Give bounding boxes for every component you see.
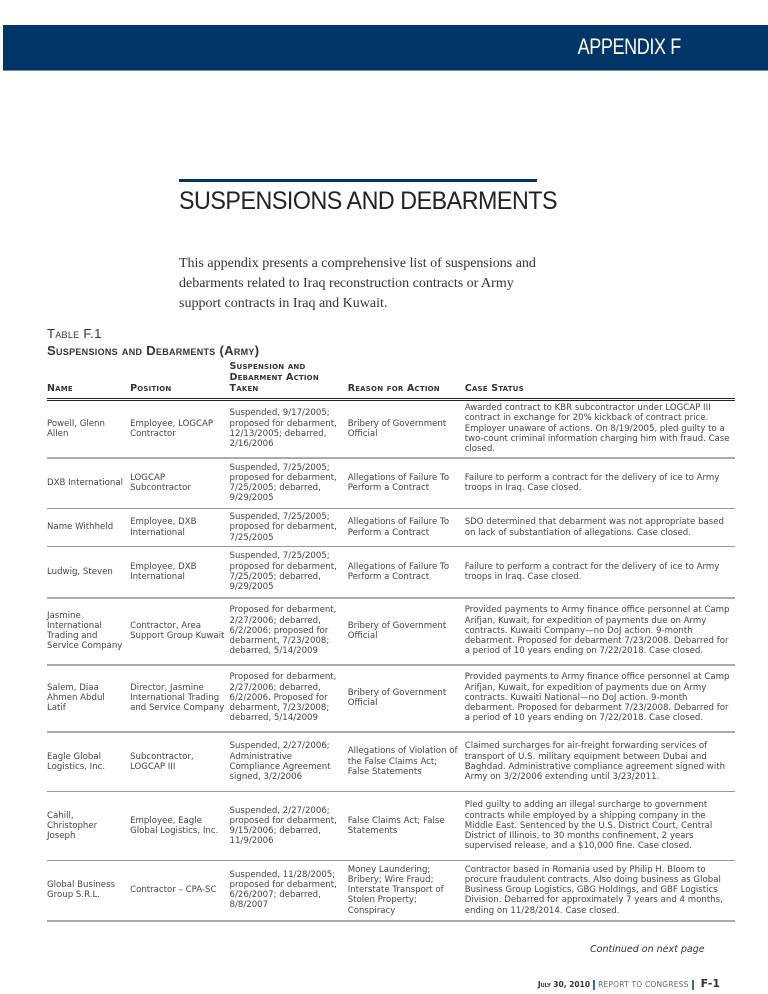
cell-name: Powell, Glenn Allen <box>47 418 105 439</box>
table-row <box>47 458 735 509</box>
cell-action: Suspended, 11/28/2005; proposed for debarment, 6/26/2007; debarred, 8/8/2007 <box>229 869 337 911</box>
cell-status: Failure to perform a contract for the delivery of ice to Army troops in Iraq. Case closed. <box>464 561 720 582</box>
cell-name: Jasmine International Trading and Service Company <box>47 610 123 652</box>
cell-position: Contractor, Area Support Group Kuwait <box>130 620 225 641</box>
column-header-position: Position <box>130 383 172 394</box>
cell-action: Suspended, 2/27/2006; Administrative Compliance Agreement signed, 3/2/2006 <box>229 741 331 782</box>
cell-action: Suspended, 7/25/2005; proposed for debarment, 7/25/2005 <box>229 512 337 543</box>
cell-status: Pled guilty to adding an illegal surcharge to government contracts while employed by a shipping company in the Middle East. Sentenced by the U.S. District Court, Central District of Illinois, to 30 months confinement, 2 years supervised release, and a $10,000 fine. Case closed. <box>464 800 713 852</box>
cell-name: Name Withheld <box>47 522 114 533</box>
cell-action: Proposed for debarment, 2/27/2006; debarred, 6/2/2006. Proposed for debarment, 7/23/2008; debarred, 5/14/2009 <box>229 672 337 724</box>
continued-note: Continued on next page <box>590 944 705 955</box>
column-header-name: Name <box>47 383 73 394</box>
cell-status: SDO determined that debarment was not appropriate based on lack of substantiation of allegations. Case closed. <box>464 517 725 538</box>
cell-position: Director, Jasmine International Trading and Service Company <box>130 682 225 714</box>
footer-date: July 30, 2010 <box>537 980 591 989</box>
cell-action: Suspended, 7/25/2005; proposed for debarment, 7/25/2005; debarred, 9/29/2005 <box>229 551 337 592</box>
footer-separator <box>692 980 694 990</box>
cell-reason: Bribery of Government Official <box>347 418 447 439</box>
table-row <box>47 665 735 732</box>
table-row <box>47 792 735 861</box>
cell-reason: Allegations of Failure To Perform a Contract <box>347 473 450 494</box>
cell-name: DXB International <box>47 478 123 489</box>
cell-status: Provided payments to Army finance office personnel at Camp Arifjan, Kuwait, for expedition of payments due on Army contracts. Kuwaiti National—no DoJ action. 9-month debarment. Proposed for debarment 7/23/2008. Debarred for a period of 10 years ending on 7/22/2018. Case closed. <box>464 672 730 724</box>
table-header-row <box>47 361 735 400</box>
cell-action: Suspended, 7/25/2005; proposed for debarment, 7/25/2005; debarred, 9/29/2005 <box>229 462 337 504</box>
appendix-banner <box>3 25 768 71</box>
cell-position: Employee, LOGCAP Contractor <box>130 418 214 439</box>
cell-reason: Money Laundering; Bribery; Wire Fraud; Interstate Transport of Stolen Property; Conspiracy <box>347 864 444 916</box>
cell-position: Subcontractor, LOGCAP III <box>130 751 194 772</box>
footer-report-title: REPORT TO CONGRESS <box>598 980 689 989</box>
cell-reason: Bribery of Government Official <box>347 687 447 708</box>
cell-reason: Allegations of Failure To Perform a Contract <box>347 517 450 538</box>
intro-paragraph: This appendix presents a comprehensive list of suspensions and debarments related to Iraq reconstruction contracts or Army support contracts in Iraq and Kuwait. <box>179 256 536 311</box>
cell-name: Ludwig, Steven <box>47 566 113 577</box>
cell-name: Salem, Diaa Ahmen Abdul Latif <box>47 682 105 714</box>
table-row <box>47 400 735 458</box>
cell-reason: Allegations of Failure To Perform a Contract <box>347 561 450 582</box>
table-row <box>47 509 735 547</box>
cell-status: Awarded contract to KBR subcontractor under LOGCAP III contract in exchange for 20% kickback of contract price. Employer unaware of actions. On 8/19/2005, pled guilty to a two-count criminal information charging him with fraud. Case closed. <box>464 403 730 455</box>
table-row <box>47 547 735 598</box>
cell-status: Provided payments to Army finance office personnel at Camp Arifjan, Kuwait, for expedition of payments due on Army contracts. Kuwaiti Company—no DoJ action. 9-month debarment. Proposed for debarment 7/23/2008. Debarred for a period of 10 years ending on 7/22/2018. Case closed. <box>464 605 730 657</box>
cell-position: LOGCAP Subcontractor <box>130 473 191 494</box>
cell-reason: False Claims Act; False Statements <box>347 815 445 836</box>
cell-action: Suspended, 2/27/2006; proposed for debarment, 9/15/2006; debarred, 11/9/2006 <box>229 805 337 847</box>
cell-position: Contractor – CPA-SC <box>130 885 217 896</box>
cell-name: Eagle Global Logistics, Inc. <box>47 751 106 772</box>
appendix-label: APPENDIX F <box>577 34 681 59</box>
table-row <box>47 732 735 792</box>
page-title: SUSPENSIONS AND DEBARMENTS <box>179 187 558 215</box>
column-header-status: Case Status <box>464 383 524 394</box>
column-header-action: Suspension and Debarment Action Taken <box>229 361 319 394</box>
cell-status: Claimed surcharges for air-freight forwarding services of transport of U.S. military equipment between Dubai and Baghdad. Administrative compliance agreement signed with Army on 3/2/2006 extending until 3/23/2011. <box>464 741 726 782</box>
cell-position: Employee, DXB International <box>130 561 197 582</box>
cell-status: Failure to perform a contract for the delivery of ice to Army troops in Iraq. Case closed. <box>464 473 720 494</box>
footer-separator <box>593 980 595 990</box>
cell-action: Proposed for debarment, 2/27/2006; debarred, 6/2/2006; proposed for debarment, 7/23/2008; debarred, 5/14/2009 <box>229 605 337 657</box>
table-row <box>47 598 735 665</box>
column-header-reason: Reason for Action <box>347 383 440 394</box>
cell-status: Contractor based in Romania used by Philip H. Bloom to procure fraudulent contracts. Also doing business as Global Business Group Logistics, GBG Holdings, and GBF Logistics Division. Debarred for approximately 7 years and 4 months, ending on 11/28/2014. Case closed. <box>464 864 723 916</box>
table-row <box>47 861 735 921</box>
cell-reason: Allegations of Violation of the False Claims Act; False Statements <box>347 746 458 777</box>
suspensions-table <box>47 361 735 922</box>
cell-action: Suspended, 9/17/2005; proposed for debarment, 12/13/2005; debarred, 2/16/2006 <box>229 408 337 449</box>
cell-position: Employee, Eagle Global Logistics, Inc. <box>130 815 219 836</box>
table-label: Table F.1 <box>47 326 102 341</box>
table-title: Suspensions and Debarments (Army) <box>47 343 260 358</box>
title-rule <box>179 179 537 182</box>
cell-name: Global Business Group S.R.L. <box>47 880 116 901</box>
cell-position: Employee, DXB International <box>130 517 197 538</box>
cell-name: Cahill, Christopher Joseph <box>47 810 98 842</box>
page-footer <box>538 977 720 990</box>
cell-reason: Bribery of Government Official <box>347 620 447 641</box>
page-number: F-1 <box>700 977 720 990</box>
